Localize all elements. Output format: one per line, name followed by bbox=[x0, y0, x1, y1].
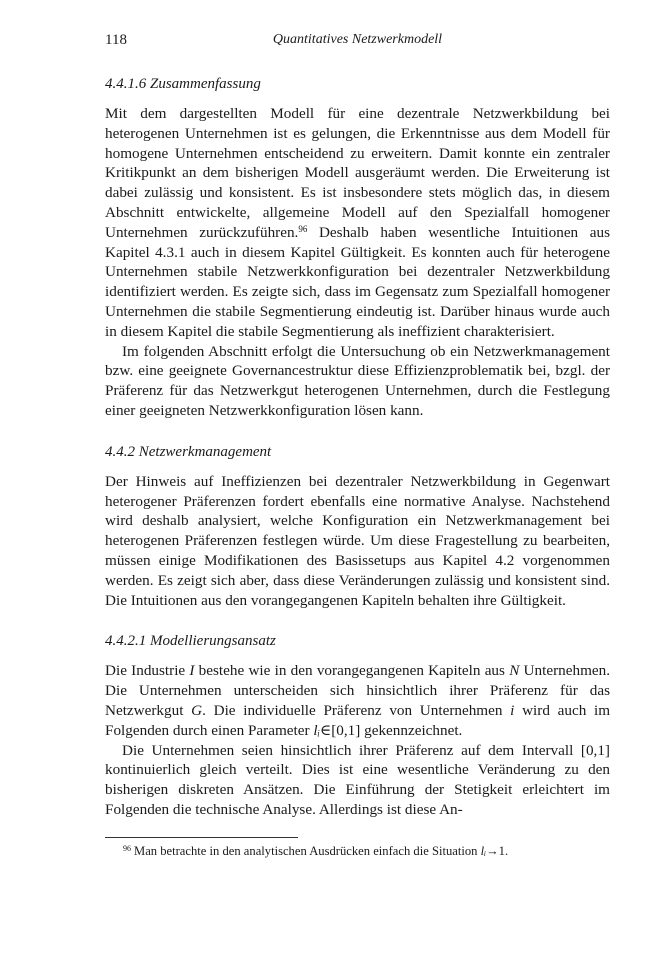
text-run: Unternehmen. Die Unternehmen unterscheiden sich hinsichtlich ihrer Präferenz für das Netzwerkgut bbox=[105, 662, 611, 719]
math-symbol: G bbox=[191, 701, 203, 719]
text-run: . Die individuelle Präferenz von Unternehmen bbox=[202, 701, 511, 719]
paragraph: Im folgenden Abschnitt erfolgt die Untersuchung ob ein Netzwerkmanagement bzw. eine geeignete Governancestruktur diese Effizienzproblematik bei, bzgl. der Präferenz für das Netzwerkgut heterogenen Unternehmen, durch die Festlegung einer geeigneten Netzwerkkonfiguration lösen kann. bbox=[105, 342, 610, 419]
text-run: ∈[0,1] gekennzeichnet. bbox=[319, 721, 463, 739]
page-number: 118 bbox=[105, 32, 127, 48]
math-symbol: lᵢ bbox=[313, 721, 320, 739]
book-page bbox=[105, 32, 610, 859]
paragraph-text: Mit dem dargestellten Modell für eine dezentrale Netzwerkbildung bei heterogenen Unternehmen ist es gelungen, die Erkenntnisse aus dem Modell für homogene Unternehmen entscheidend zu erweitern. Damit konnte ein zentraler Kritikpunkt an dem bisherigen Modell ausgeräumt werden. Die Erweiterung ist dabei zulässig und konsistent. Es ist insbesondere stets möglich das, in diesem Abschnitt entwickelte, allgemeine Modell auf den Spezialfall homogener Unternehmen zurückzuführen. bbox=[105, 105, 610, 241]
section-heading-442: 4.4.2 Netzwerkmanagement bbox=[105, 443, 272, 460]
paragraph: Die Unternehmen seien hinsichtlich ihrer Präferenz auf dem Intervall [0,1] kontinuierlich gleich verteilt. Dies ist eine wesentliche Veränderung zu den bisherigen diskreten Ansätzen. Die Einführung der Stetigkeit erleichtert im Folgenden die technische Analyse. Allerdings ist diese An- bbox=[105, 741, 610, 818]
paragraph: Der Hinweis auf Ineffizienzen bei dezentraler Netzwerkbildung in Gegenwart heterogener Präferenzen fordert ebenfalls eine normative Analyse. Nachstehend wird deshalb analysiert, welche Konfiguration ein Netzwerkmanagement bei heterogenen Präferenzen festlegen würde. Um diese Fragestellung zu bearbeiten, müssen einige Modifikationen des Basissetups aus Kapitel 4.2 vorgenommen werden. Es zeigt sich aber, dass diese Veränderungen zulässig und konsistent sind. Die Intuitionen aus den vorangegangenen Kapiteln behalten ihre Gültigkeit. bbox=[105, 472, 610, 609]
footnote-divider bbox=[105, 837, 298, 838]
footnote bbox=[105, 843, 610, 859]
footnote-number: 96 bbox=[123, 843, 131, 853]
text-run: bestehe wie in den vorangegangenen Kapiteln aus bbox=[194, 662, 510, 680]
math-symbol: lᵢ bbox=[480, 843, 487, 858]
paragraph-text: Deshalb haben wesentliche Intuitionen aus Kapitel 4.3.1 auch in diesem Kapitel Gültigkeit. Es konnten auch für heterogene Unternehmen stabile Netzwerkkonfiguration bei dezentraler Netzwerkbildung identifiziert werden. Es zeigte sich, dass im Gegensatz zum Spezialfall homogener Unternehmen die stabile Segmentierung eindeutig ist. Darüber hinaus wurde auch in diesem Kapitel die stabile Segmentierung als ineffizient charakterisiert. bbox=[105, 223, 611, 340]
text-run: Die Industrie bbox=[105, 662, 190, 680]
section-heading-4421: 4.4.2.1 Modellierungsansatz bbox=[105, 633, 276, 650]
footnote-text: →1. bbox=[486, 843, 509, 858]
running-title: Quantitatives Netzwerkmodell bbox=[272, 32, 443, 47]
text-run: wird auch im Folgenden durch einen Parameter bbox=[105, 701, 611, 739]
math-symbol: i bbox=[510, 701, 515, 719]
math-symbol: I bbox=[189, 662, 195, 680]
page-header bbox=[105, 32, 610, 54]
section-heading-4416: 4.4.1.6 Zusammenfassung bbox=[105, 76, 261, 92]
footnote-reference[interactable]: 96 bbox=[298, 223, 308, 234]
footnote-text: Man betrachte in den analytischen Ausdrücken einfach die Situation bbox=[134, 843, 481, 858]
paragraph bbox=[105, 104, 610, 342]
math-symbol: N bbox=[509, 662, 520, 680]
paragraph bbox=[105, 661, 610, 740]
